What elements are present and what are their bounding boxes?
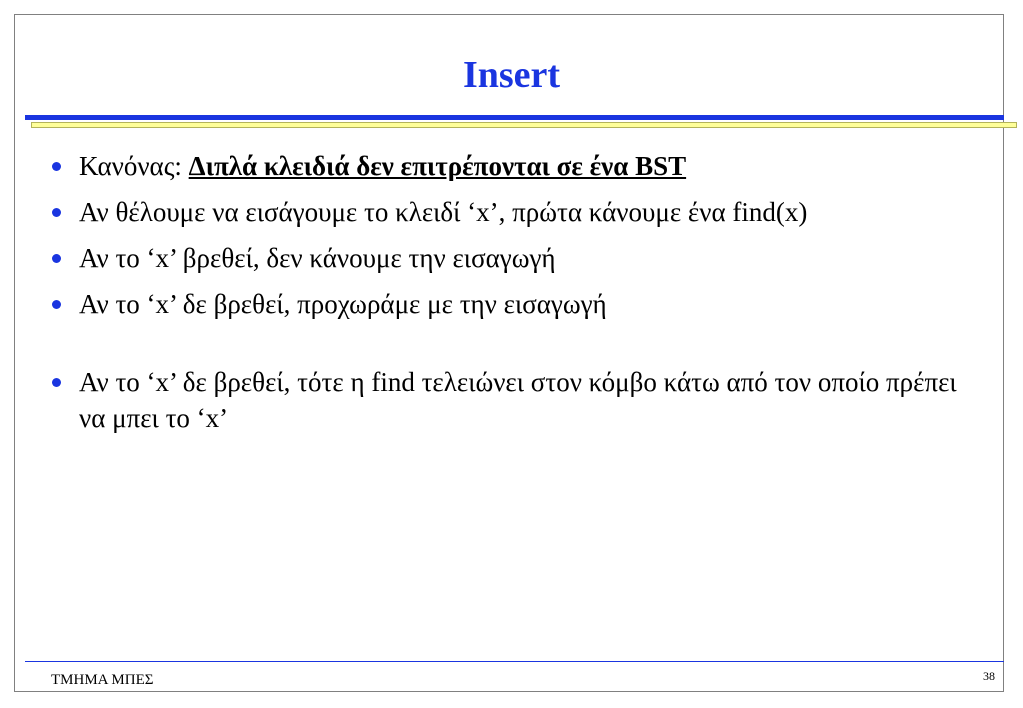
bullet-item xyxy=(50,286,980,322)
title-divider-blue xyxy=(25,115,1004,120)
bullet-dot xyxy=(52,378,61,387)
bullet-item xyxy=(50,194,980,230)
bullet-item xyxy=(50,240,980,276)
title-divider-yellow xyxy=(31,122,1017,128)
bullet-text: Αν το ‘x’ βρεθεί, δεν κάνουμε την εισαγωγή xyxy=(79,243,556,273)
footer-department-label: ΤΜΗΜΑ ΜΠΕΣ xyxy=(51,672,154,688)
bullet-dot xyxy=(52,254,61,263)
bullet-text: Αν το ‘x’ δε βρεθεί, τότε η find τελειώνει στον κόμβο κάτω από τον οποίο πρέπει να μπει το ‘x’ xyxy=(79,367,957,433)
bullet-text: Αν θέλουμε να εισάγουμε το κλειδί ‘x’, πρώτα κάνουμε ένα find(x) xyxy=(79,197,808,227)
bullet-text-emphasis: Διπλά κλειδιά δεν επιτρέπονται σε ένα BST xyxy=(188,151,687,181)
bullet-dot xyxy=(52,162,61,171)
bullet-item xyxy=(50,364,980,436)
bullet-text: Αν το ‘x’ δε βρεθεί, προχωράμε με την εισαγωγή xyxy=(79,289,607,319)
footer-divider xyxy=(25,661,1004,662)
bullet-dot xyxy=(52,208,61,217)
bullet-dot xyxy=(52,300,61,309)
bullet-item xyxy=(50,148,980,184)
slide-title: Insert xyxy=(462,54,561,96)
bullet-list xyxy=(50,148,980,446)
bullet-text-prefix: Κανόνας: xyxy=(79,151,189,181)
page-number: 38 xyxy=(983,669,995,683)
